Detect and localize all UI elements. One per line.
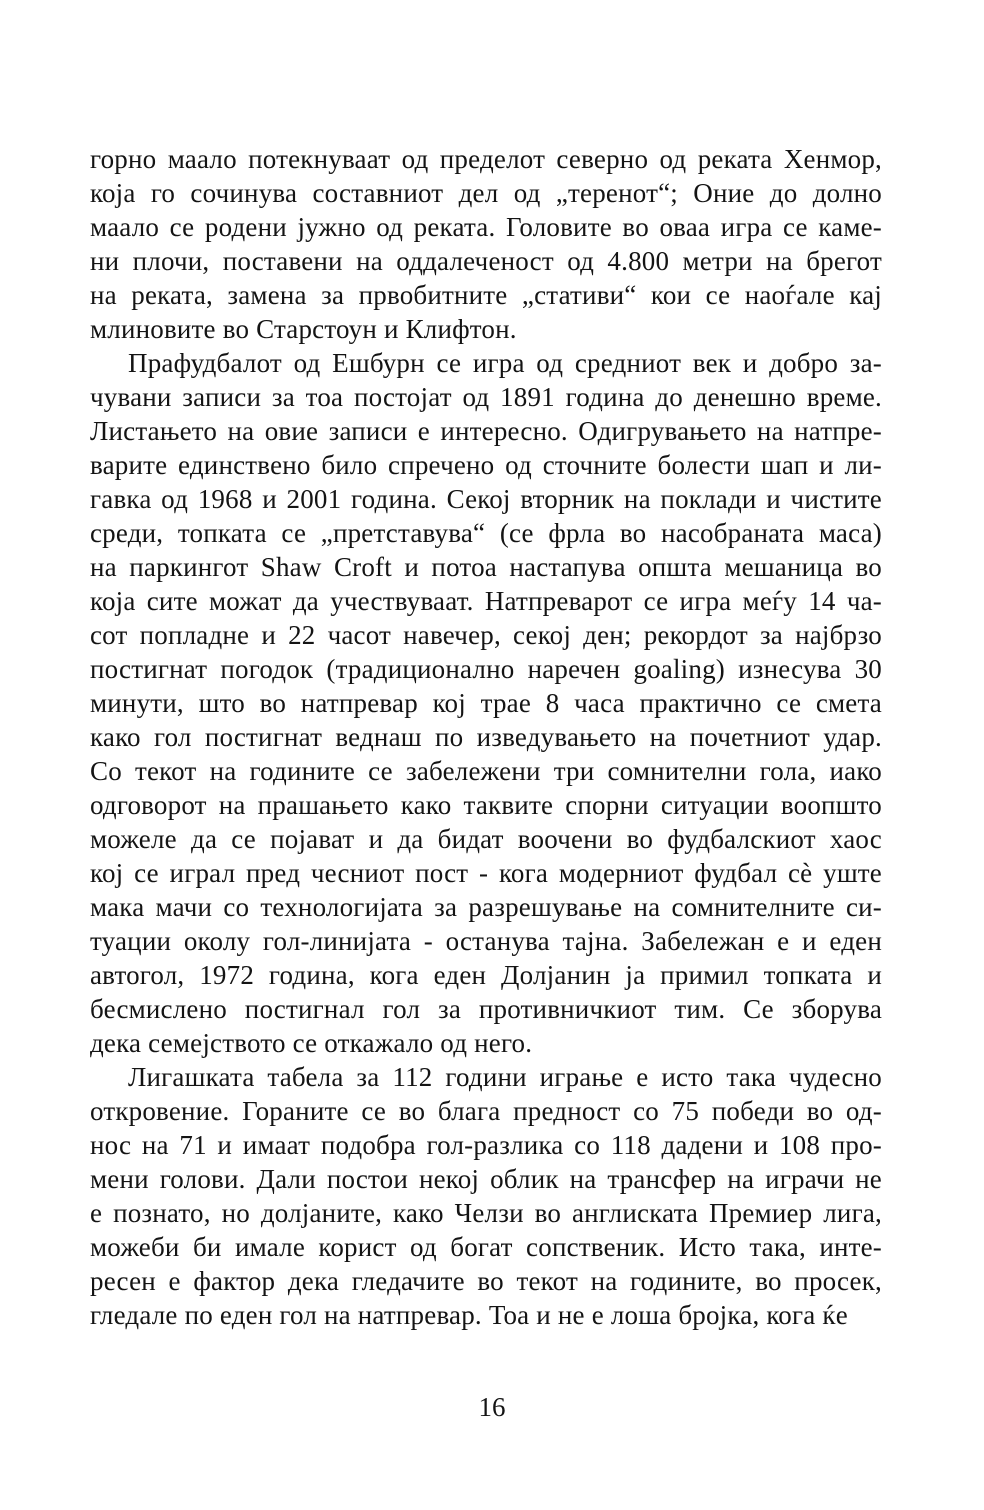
text-line: среди, топката се „претставува“ (се фрла во насобраната маса): [90, 518, 882, 548]
text-line: автогол, 1972 година, кога еден Долјанин ја примил топката и: [90, 960, 882, 990]
text-line: гавка од 1968 и 2001 година. Секој вторник на поклади и чистите: [90, 484, 882, 514]
text-line: нос на 71 и имаат подобра гол-разлика со 118 дадени и 108 про-: [90, 1130, 882, 1160]
text-line: чувани записи за тоа постојат од 1891 година до денешно време.: [90, 382, 882, 412]
text-block: [90, 142, 882, 1332]
text-line: Листањето на овие записи е интересно. Одигрувањето на натпре-: [90, 416, 882, 446]
text-line: одговорот на прашањето како таквите спорни ситуации воопшто: [90, 790, 882, 820]
text-line: Со текот на годините се забележени три сомнителни гола, иако: [90, 756, 882, 786]
text-line: ресен е фактор дека гледачите во текот на годините, во просек,: [90, 1266, 882, 1296]
text-line: на паркингот Shaw Croft и потоа настапува општа мешаница во: [90, 552, 882, 582]
text-line: која сите можат да учествуваат. Натпреварот се игра меѓу 14 ча-: [90, 586, 882, 616]
text-line: млиновите во Старстоун и Клифтон.: [90, 314, 517, 344]
paragraph: [90, 1060, 882, 1332]
paragraph: [90, 142, 882, 346]
text-line: кој се играл пред чесниот пост - кога модерниот фудбал сè уште: [90, 858, 882, 888]
text-line: на реката, замена за првобитните „стативи“ кои се наоѓале кај: [90, 280, 882, 310]
text-line: минути, што во натпревар кој трае 8 часа практично се смета: [90, 688, 882, 718]
text-line: горно маало потекнуваат од пределот северно од реката Хенмор,: [90, 144, 882, 174]
page-footer: [0, 1390, 984, 1424]
text-line: сот попладне и 22 часот навечер, секој ден; рекордот за најбрзо: [90, 620, 882, 650]
text-line: Прафудбалот од Ешбурн се игра од средниот век и добро за-: [128, 348, 882, 378]
paragraph: [90, 346, 882, 1060]
text-line: мени голови. Дали постои некој облик на трансфер на играчи не: [90, 1164, 882, 1194]
text-line: можеби би имале корист од богат сопственик. Исто така, инте-: [90, 1232, 882, 1262]
text-line: туации околу гол-линијата - останува тајна. Забележан е и еден: [90, 926, 882, 956]
text-line: која го сочинува составниот дел од „теренот“; Оние до долно: [90, 178, 882, 208]
text-line: мака мачи со технологијата за разрешување на сомнителните си-: [90, 892, 882, 922]
page-number: 16: [478, 1392, 506, 1422]
text-line: маало се родени јужно од реката. Головите во оваа игра се каме-: [90, 212, 882, 242]
text-line: дека семејството се откажало од него.: [90, 1028, 533, 1058]
text-line: бесмислено постигнал гол за противничкиот тим. Се зборува: [90, 994, 882, 1024]
text-line: е познато, но долјаните, како Челзи во англиската Премиер лига,: [90, 1198, 882, 1228]
text-line: како гол постигнат веднаш по изведувањето на почетниот удар.: [90, 722, 882, 752]
text-line: постигнат погодок (традиционално наречен goaling) изнесува 30: [90, 654, 882, 684]
text-line: гледале по еден гол на натпревар. Тоа и не е лоша бројка, кога ќе: [90, 1300, 848, 1330]
text-line: варите единствено било спречено од сточните болести шап и ли-: [90, 450, 882, 480]
text-line: Лигашката табела за 112 години играње е исто така чудесно: [128, 1062, 882, 1092]
text-line: можеле да се појават и да бидат воочени во фудбалскиот хаос: [90, 824, 882, 854]
text-line: ни плочи, поставени на оддалеченост од 4.800 метри на брегот: [90, 246, 882, 276]
text-line: откровение. Гораните се во блага предност со 75 победи во од-: [90, 1096, 882, 1126]
